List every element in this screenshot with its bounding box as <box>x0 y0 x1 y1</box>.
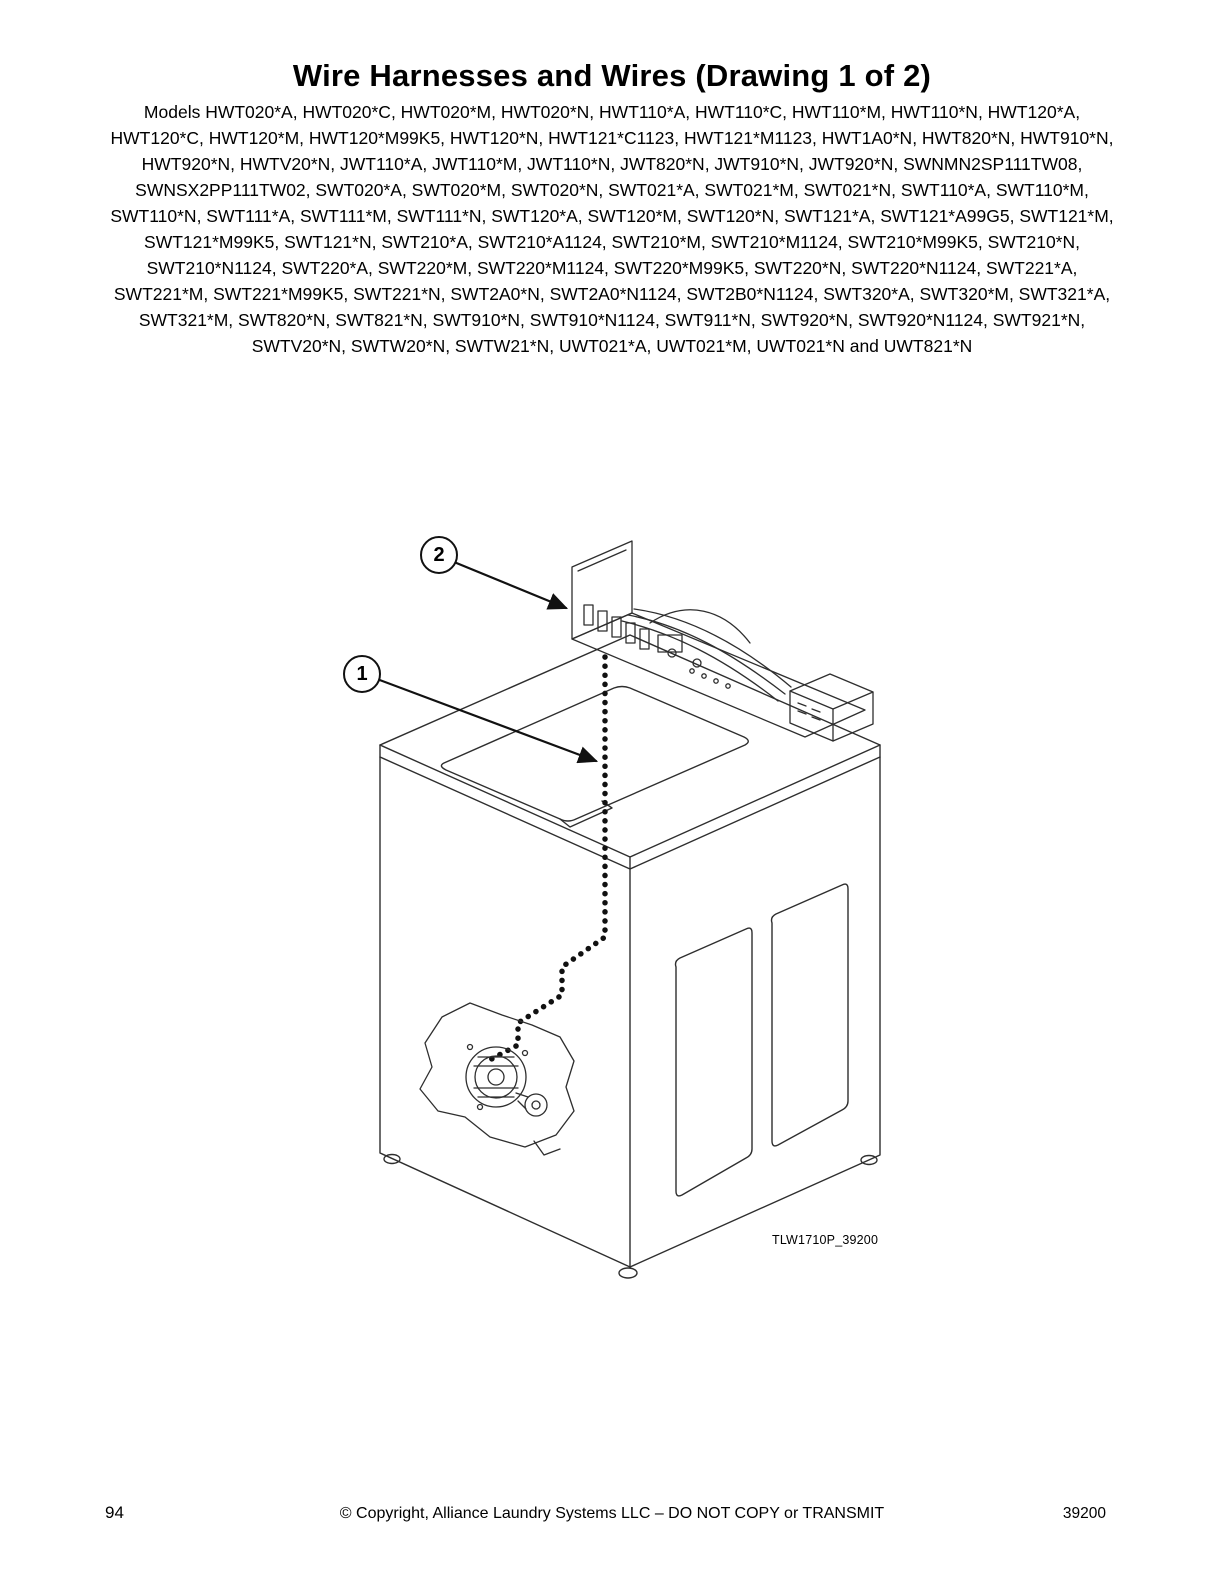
washer-line-art-drawing <box>320 505 940 1285</box>
wire-harness-figure <box>320 505 940 1285</box>
callout-2-badge: 2 <box>420 536 458 574</box>
drawing-id-label: TLW1710P_39200 <box>772 1233 879 1247</box>
document-number: 39200 <box>1062 1505 1106 1522</box>
washer-cabinet-outline <box>380 635 880 1278</box>
page-number: 94 <box>105 1503 124 1522</box>
copyright-notice: © Copyright, Alliance Laundry Systems LLC – DO NOT COPY or TRANSMIT <box>339 1505 885 1522</box>
motor-assembly <box>420 1003 574 1155</box>
callout-1-badge: 1 <box>343 655 381 693</box>
models-list: Models HWT020*A, HWT020*C, HWT020*M, HWT020*N, HWT110*A, HWT110*C, HWT110*M, HWT110*N, HWT120*A, HWT120*C, HWT120*M, HWT120*M99K5, HWT120*N, HWT121*C1123, HWT121*M1123, HWT1A0*N, HWT820*N, HWT910*N, HWT920*N, HWTV20*N, JWT110*A, JWT110*M, JWT110*N, JWT820*N, JWT910*N, JWT920*N, SWNMN2SP111TW08, SWNSX2PP111TW02, SWT020*A, SWT020*M, SWT020*N, SWT021*A, SWT021*M, SWT021*N, SWT110*A, SWT110*M, SWT110*N, SWT111*A, SWT111*M, SWT111*N, SWT120*A, SWT120*M, SWT120*N, SWT121*A, SWT121*A99G5, SWT121*M, SWT121*M99K5, SWT121*N, SWT210*A, SWT210*A1124, SWT210*M, SWT210*M1124, SWT210*M99K5, SWT210*N, SWT210*N1124, SWT220*A, SWT220*M, SWT220*M1124, SWT220*M99K5, SWT220*N, SWT220*N1124, SWT221*A, SWT221*M, SWT221*M99K5, SWT221*N, SWT2A0*N, SWT2A0*N1124, SWT2B0*N1124, SWT320*A, SWT320*M, SWT321*A, SWT321*M, SWT820*N, SWT821*N, SWT910*N, SWT910*N1124, SWT911*N, SWT920*N, SWT920*N1124, SWT921*N, SWTV20*N, SWTW20*N, SWTW21*N, UWT021*A, UWT021*M, UWT021*N and UWT821*N <box>110 102 1114 356</box>
page-title: Wire Harnesses and Wires (Drawing 1 of 2) <box>292 58 932 93</box>
